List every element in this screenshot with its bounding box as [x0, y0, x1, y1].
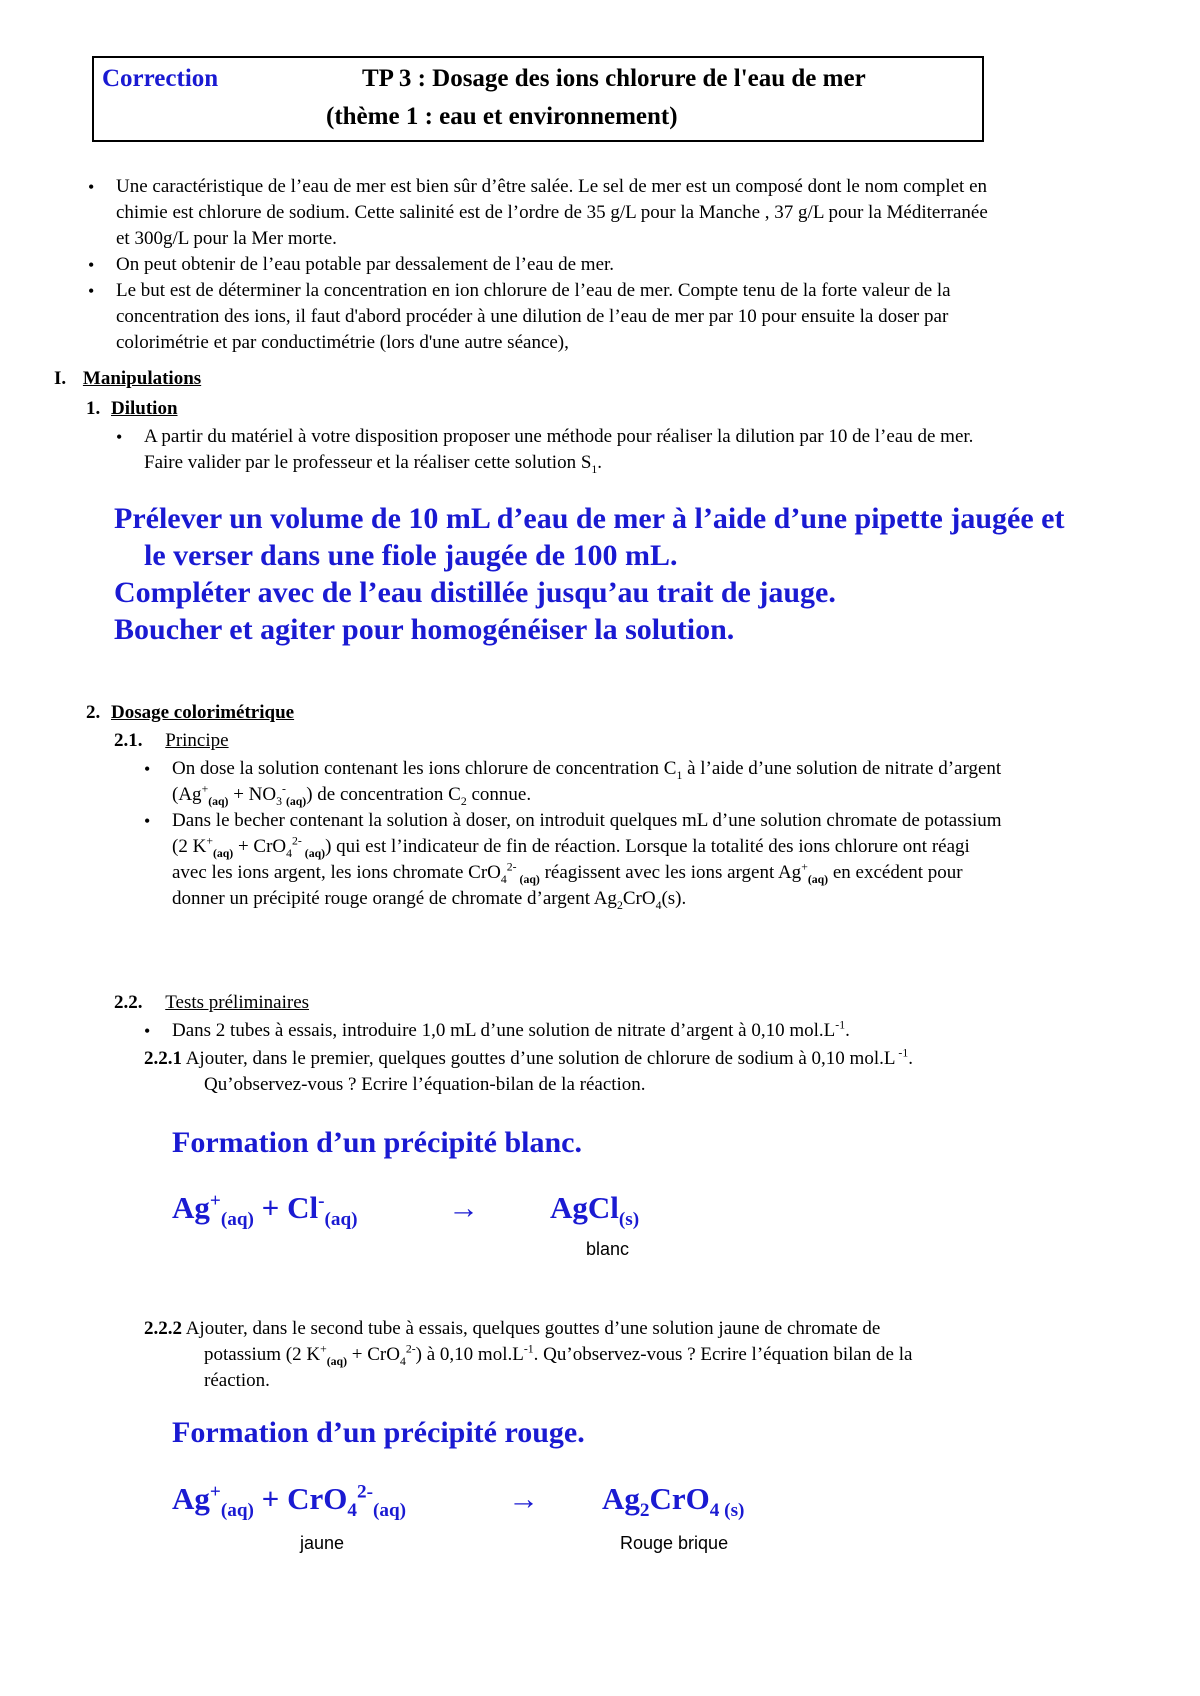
title-box: [92, 56, 984, 142]
intro-bullet-goal: • Le but est de déterminer la concentration en ion chlorure de l’eau de mer. Compte tenu de la forte valeur de la concentration des ions, il faut d'abord procéder à une dilution de l’eau de mer par 10 pour ensuite la doser par colorimétrie et par conductimétrie (lors d'une autre séance),: [116, 278, 1176, 356]
section-1-heading: I. Manipulations: [54, 368, 202, 389]
principle-bullet-2: • Dans le becher contenant la solution à doser, on introduit quelques mL d’une solution chromate de potassium (2 $K^+_{(aq)} + CrO_4^{2-}$ $_{(aq)}$) qui est l’indicateur de fin de réaction. Lorsque la totalité des ions chlorure ont réagi avec les ions argent, les ions chromate CrO$_4^{2-}$ $_{(aq)}$ réagissent avec les ions argent $Ag^+_{(aq)}$ en excédent pour donner un précipité rouge orangé de chromate d’argent $Ag_2CrO_4(s)$.: [172, 808, 1172, 912]
label-rouge-brique: Rouge brique: [620, 1533, 729, 1553]
equation-ag2cro4-product: $Ag_2CrO_4$ $_{(s)}$: [602, 1481, 745, 1522]
intro-list: [116, 174, 1176, 356]
intro-bullet-salinity: • Une caractéristique de l’eau de mer est bien sûr d’être salée. Le sel de mer est un composé dont le nom complet en chimie est chlorure de sodium. Cette salinité est de l’ordre de 35 g/L pour la Manche , 37 g/L pour la Méditerranée et 300g/L pour la Mer morte.: [116, 174, 1176, 252]
answer-2-2-1: Formation d’un précipité blanc.: [172, 1126, 582, 1159]
document-subtitle: (thème 1 : eau et environnement): [326, 103, 678, 130]
dilution-instruction: • A partir du matériel à votre disposition proposer une méthode pour réaliser la dilution par 10 de l’eau de mer. Faire valider par le professeur et la réaliser cette solution $S_1$.: [144, 424, 1164, 476]
principle-bullet-1: • On dose la solution contenant les ions chlorure de concentration $C_1$ à l’aide d’une solution de nitrate d’argent $(Ag^+_{(aq)} + NO_3^-_{(aq)})$ de concentration $C_2$ connue.: [172, 756, 1172, 808]
preliminary-list: [172, 1018, 1172, 1044]
equation-agcl-product: AgCl$_{(s)}$: [550, 1190, 640, 1231]
correction-label: Correction: [102, 65, 219, 92]
answer-2-2-2: Formation d’un précipité rouge.: [172, 1416, 585, 1449]
equation-ag2cro4-arrow: →: [508, 1481, 539, 1516]
subsection-colorimetric-heading: 2. Dosage colorimétrique: [86, 702, 295, 723]
equation-agcl-arrow: →: [448, 1190, 479, 1225]
preliminary-tests-heading: 2.2. Tests préliminaires: [114, 992, 310, 1013]
intro-bullet-desalination: • On peut obtenir de l’eau potable par dessalement de l’eau de mer.: [116, 252, 1176, 278]
subsection-dilution-heading: 1. Dilution: [86, 398, 178, 419]
principle-list: [172, 756, 1172, 912]
equation-agcl-reactants: $Ag^+_{(aq)} + Cl^-_{(aq)}$: [172, 1190, 358, 1231]
question-2-2-2: 2.2.2 Ajouter, dans le second tube à essais, quelques gouttes d’une solution jaune de chromate de potassium (2 $K^+_{(aq)} + CrO_4^{2-}$) à 0,10 $mol.L^{-1}$. Qu’observez-vous ? Ecrire l’équation bilan de la réaction.: [144, 1318, 913, 1391]
preliminary-bullet: • Dans 2 tubes à essais, introduire 1,0 mL d’une solution de nitrate d’argent à 0,10 $mol.L^{-1}$.: [172, 1018, 1172, 1044]
question-2-2-1: 2.2.1 Ajouter, dans le premier, quelques gouttes d’une solution de chlorure de sodium à 0,10 mol.L $^{-1}$. Qu’observez-vous ? Ecrire l’équation-bilan de la réaction.: [144, 1046, 913, 1095]
dilution-list: [144, 424, 1164, 476]
equation-ag2cro4-reactants: $Ag^+_{(aq)} + CrO_4^{2-}_{(aq)}$: [172, 1481, 407, 1522]
dilution-answer: Prélever un volume de 10 mL d’eau de mer à l’aide d’une pipette jaugée et le verser dans une fiole jaugée de 100 mL. Compléter avec de l’eau distillée jusqu’au trait de jauge. Boucher et agiter pour homogénéiser la solution.: [114, 502, 1065, 646]
principle-heading: 2.1. Principe: [114, 730, 229, 751]
document-title: TP 3 : Dosage des ions chlorure de l'eau de mer: [362, 65, 866, 92]
label-jaune: jaune: [300, 1533, 345, 1553]
label-blanc: blanc: [586, 1239, 630, 1259]
